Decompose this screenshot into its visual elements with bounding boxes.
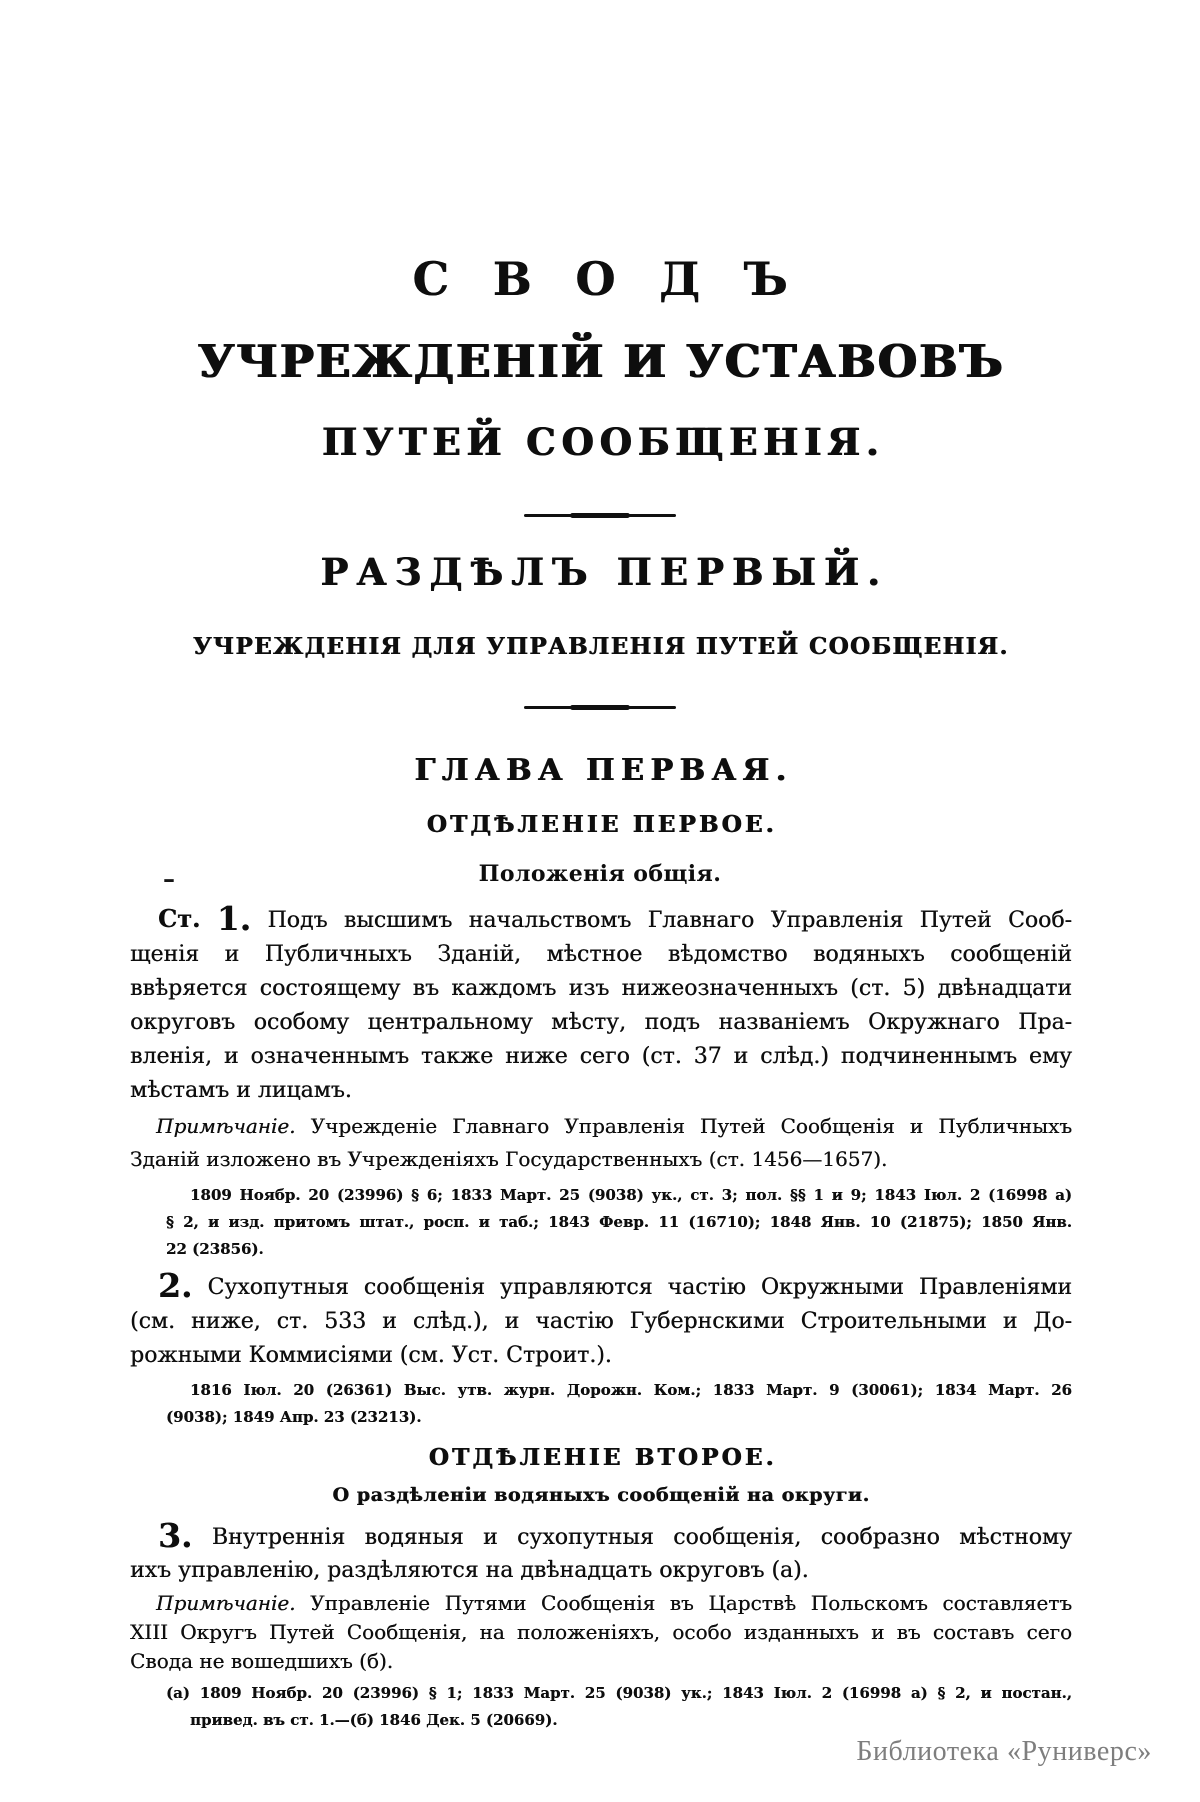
article-1-line: мѣстамъ и лицамъ. bbox=[130, 1078, 352, 1103]
citation-line: (а) 1809 Ноябр. 20 (23996) § 1; 1833 Март. 25 (9038) ук.; 1843 Іюл. 2 (16998 а) § 2, и постан., bbox=[166, 1684, 1072, 1702]
chapter-heading: ГЛАВА ПЕРВАЯ. bbox=[414, 753, 793, 788]
citation-line: 22 (23856). bbox=[166, 1240, 264, 1258]
article-1 bbox=[130, 899, 1072, 1108]
citation-line: 1809 Ноябр. 20 (23996) § 6; 1833 Март. 25 (9038) ук., ст. 3; пол. §§ 1 и 9; 1843 Іюл. 2 (16998 а) bbox=[190, 1186, 1072, 1204]
horizontal-rule-divider bbox=[524, 514, 676, 517]
note-line: Свода не вошедшихъ (б). bbox=[130, 1649, 394, 1673]
article-3 bbox=[130, 1516, 1072, 1587]
article-3-text: Внутреннія водяныя и сухопутныя сообщенія, сообразно мѣстному bbox=[211, 1525, 1072, 1550]
note-line bbox=[130, 1589, 1072, 1618]
part-subtitle: УЧРЕЖДЕНІЯ ДЛЯ УПРАВЛЕНІЯ ПУТЕЙ СООБЩЕНІЯ. bbox=[192, 633, 1009, 660]
book-title-line3: ПУТЕЙ СООБЩЕНІЯ. bbox=[321, 420, 885, 464]
section-one-heading: ОТДѢЛЕНІЕ ПЕРВОЕ. bbox=[426, 811, 777, 838]
article-2-line: рожными Коммисіями (см. Уст. Строит.). bbox=[130, 1343, 612, 1368]
text-column bbox=[130, 899, 1073, 1734]
section-two-heading: ОТДѢЛЕНІЕ ВТОРОЕ. bbox=[428, 1444, 777, 1471]
part-heading: РАЗДѢЛЪ ПЕРВЫЙ. bbox=[320, 550, 888, 594]
article-2-line: (см. ниже, ст. 533 и слѣд.), и частію Губернскими Строительными и До- bbox=[130, 1309, 1072, 1334]
citation-line: (9038); 1849 Апр. 23 (23213). bbox=[166, 1408, 422, 1426]
book-title-line2: УЧРЕЖДЕНІЙ И УСТАВОВЪ bbox=[197, 335, 1005, 388]
note-text: Учрежденіе Главнаго Управленія Путей Сообщенія и Публичныхъ bbox=[310, 1114, 1073, 1138]
note-text: Управленіе Путями Сообщенія въ Царствѣ Польскомъ составляетъ bbox=[310, 1591, 1072, 1615]
citation-line: 1816 Іюл. 20 (26361) Выс. утв. журн. Дорожн. Ком.; 1833 Март. 9 (30061); 1834 Март. 26 bbox=[190, 1381, 1072, 1399]
article-1-text: Подъ высшимъ начальствомъ Главнаго Управленія Путей Сооб- bbox=[267, 908, 1072, 933]
article-1-note bbox=[130, 1110, 1072, 1176]
article-2-line bbox=[130, 1266, 1072, 1305]
article-1-citation bbox=[130, 1182, 1072, 1263]
article-3-citation bbox=[130, 1680, 1072, 1734]
article-2-text: Сухопутныя сообщенія управляются частію Окружными Правленіями bbox=[207, 1275, 1072, 1300]
citation-line: привед. въ ст. 1.—(б) 1846 Дек. 5 (20669). bbox=[190, 1711, 558, 1729]
section-one-topic: Положенія общія. bbox=[478, 861, 722, 887]
article-1-line bbox=[130, 899, 1072, 938]
note-line: Зданій изложено въ Учрежденіяхъ Государственныхъ (ст. 1456—1657). bbox=[130, 1147, 888, 1171]
article-2 bbox=[130, 1266, 1072, 1373]
note-label: Примѣчаніе. bbox=[156, 1114, 296, 1138]
article-3-line: ихъ управленію, раздѣляются на двѣнадцать округовъ (а). bbox=[130, 1558, 809, 1583]
book-title-line1: СВОДЪ bbox=[412, 252, 832, 306]
note-line: XIII Округъ Путей Сообщенія, на положеніяхъ, особо изданныхъ и въ составъ сего bbox=[130, 1620, 1072, 1644]
library-watermark: Библиотека «Руниверс» bbox=[856, 1736, 1152, 1767]
article-1-line: вленія, и означеннымъ также ниже сего (ст. 37 и слѣд.) подчиненнымъ ему bbox=[130, 1044, 1072, 1069]
article-1-line: щенія и Публичныхъ Зданій, мѣстное вѣдомство водяныхъ сообщеній bbox=[130, 942, 1072, 967]
article-3-number: 3. bbox=[158, 1516, 193, 1555]
scan-artifact-dash: – bbox=[163, 864, 175, 893]
citation-line: § 2, и изд. притомъ штат., росп. и таб.; 1843 Февр. 11 (16710); 1848 Янв. 10 (21875); 1850 Янв. bbox=[166, 1213, 1072, 1231]
article-3-line bbox=[130, 1516, 1072, 1555]
section-two-topic: О раздѣленіи водяныхъ сообщеній на округи. bbox=[332, 1484, 870, 1506]
article-2-citation bbox=[130, 1377, 1072, 1431]
article-1-line: ввѣряется состоящему въ каждомъ изъ нижеозначенныхъ (ст. 5) двѣнадцати bbox=[130, 976, 1072, 1001]
article-2-number: 2. bbox=[158, 1266, 193, 1305]
horizontal-rule-divider bbox=[524, 706, 676, 709]
article-1-number: 1. bbox=[216, 899, 252, 938]
article-1-label: Ст. bbox=[158, 904, 201, 933]
article-3-note bbox=[130, 1589, 1072, 1676]
note-label: Примѣчаніе. bbox=[156, 1591, 296, 1615]
article-1-line: округовъ особому центральному мѣсту, подъ названіемъ Окружнаго Пра- bbox=[130, 1010, 1072, 1035]
note-line bbox=[130, 1110, 1072, 1143]
